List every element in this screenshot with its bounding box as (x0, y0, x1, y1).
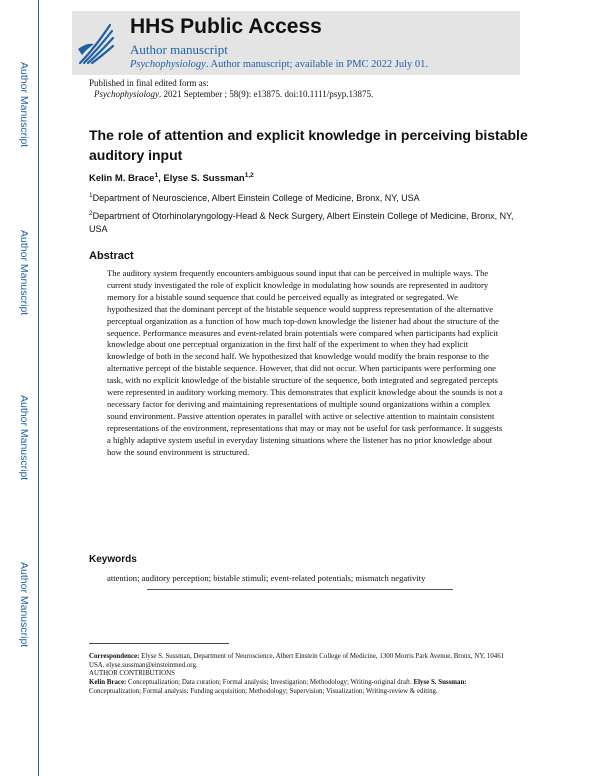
availability-text: . Author manuscript; available in PMC 2022 July 01. (205, 59, 429, 70)
sidebar-label-author-manuscript: Author Manuscript (18, 395, 30, 481)
affiliation-2 (89, 210, 519, 236)
sidebar-label-author-manuscript: Author Manuscript (18, 562, 30, 648)
contributor-roles: Conceptualization; Data curation; Formal analysis; Investigation; Methodology; Writing-original draft. (126, 679, 414, 686)
abstract-heading: Abstract (89, 250, 134, 262)
correspondence-text: Elyse S. Sussman, Department of Neuroscience, Albert Einstein College of Medicine, 1300 Morris Park Avenue, Bronx, NY, 10461 USA. elyse.sussman@einsteinmed.org. (89, 653, 505, 669)
author-affiliation-mark: 1 (154, 172, 159, 179)
hhs-header (72, 11, 520, 75)
author-separator: , (158, 173, 164, 184)
published-label: Published in final edited form as: (89, 78, 209, 88)
keywords-heading: Keywords (89, 554, 137, 565)
affiliation-text: Department of Otorhinolaryngology-Head & Neck Surgery, Albert Einstein College of Medicine, Bronx, NY, USA (89, 211, 514, 234)
sidebar-divider (38, 0, 39, 776)
availability-note (130, 59, 428, 70)
article-title: The role of attention and explicit knowledge in perceiving bistable auditory input (89, 127, 528, 163)
citation (94, 89, 373, 99)
citation-details: . 2021 September ; 58(9): e13875. doi:10.1111/psyp.13875. (158, 89, 374, 99)
footnote-divider (89, 643, 229, 644)
contributor-roles: Conceptualization; Formal analysis; Funding acquisition; Methodology; Supervision; Visualization; Writing-review & editing. (89, 687, 438, 695)
author-name: Elyse S. Sussman (163, 173, 245, 184)
abstract-text: The auditory system frequently encounters ambiguous sound input that can be perceived in multiple ways. The current study investigated the role of explicit knowledge in modulating how sounds are represented in auditory memory for a bistable sound sequence that could be perceived equally as integrated or segregated. We hypothesized that the dominant percept of the bistable sequence would suppress representation of the alternative perceptual organization as a function of how much top-down knowledge the listener had about the structure of the sequence. Performance measures and event-related brain potentials were compared when participants had explicit knowledge about one perceptual organization in the first half of the experiment to when they had explicit knowledge of both in the second half. We hypothesized that knowledge would modify the brain response to the alternative percept of the bistable sequence. However, that did not occur. When participants were performing one task, with no explicit knowledge of the bistable structure of the sequence, both integrated and segregated percepts were represented in auditory working memory. This demonstrates that explicit knowledge about the sounds is not a necessary factor for deriving and maintaining representations of multiple sound organizations within a complex sound environment. Passive attention operates in parallel with active or selective attention to maintain consistent representations of the environment, representations that may or may not be useful for task performance. It suggests a highly adaptive system useful in everyday listening situations where the listener has no prior knowledge about how the sound environment is structured. (107, 268, 503, 457)
contributor-name: Elyse S. Sussman: (413, 679, 467, 686)
affiliation-text: Department of Neuroscience, Albert Einstein College of Medicine, Bronx, NY, USA (92, 193, 420, 203)
citation-journal: Psychophysiology (94, 89, 159, 99)
contributions-text (89, 679, 519, 696)
keywords-text: attention; auditory perception; bistable stimuli; event-related potentials; mismatch negativity (107, 573, 426, 583)
affiliation-mark: 2 (89, 210, 93, 217)
journal-name: Psychophysiology (130, 59, 206, 70)
author-affiliation-mark: 1,2 (244, 172, 254, 179)
hhs-title: HHS Public Access (130, 15, 322, 38)
author-manuscript-label: Author manuscript (130, 42, 228, 57)
affiliation-mark: 1 (89, 192, 93, 199)
sidebar-label-author-manuscript: Author Manuscript (18, 230, 30, 316)
correspondence-label: Correspondence: (89, 653, 140, 660)
section-divider (147, 589, 453, 590)
hhs-eagle-logo-icon (76, 19, 116, 67)
contributor-name: Kelin Brace: (89, 679, 127, 686)
affiliation-1 (89, 192, 519, 205)
sidebar-label-author-manuscript: Author Manuscript (18, 62, 30, 148)
author-name: Kelin M. Brace (89, 173, 155, 184)
contributions-heading: AUTHOR CONTRIBUTIONS (89, 670, 175, 677)
correspondence-note (89, 653, 519, 670)
author-list (89, 173, 254, 184)
